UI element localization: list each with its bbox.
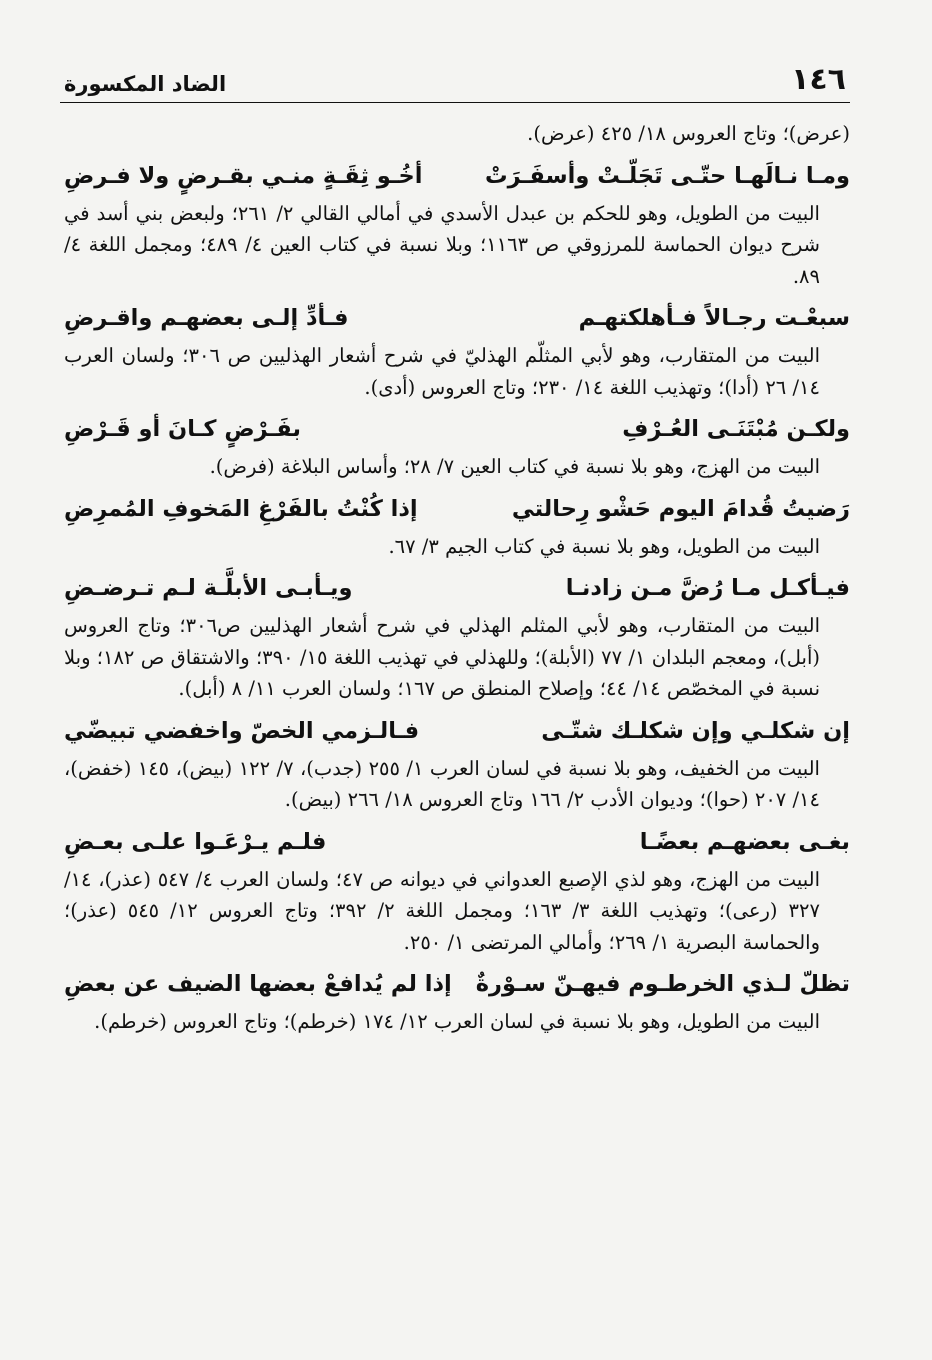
verse (64, 156, 850, 196)
verse-first-hemistich: ومـا نـالَهـا حتّـى تَجَلّـتْ وأسفَـرَتْ (485, 162, 850, 189)
entry (64, 822, 850, 959)
page-header (60, 62, 850, 103)
source-note: البيت من الطويل، وهو للحكم بن عبدل الأسدي في أمالي القالي ٢/ ٢٦١؛ ولبعض بني أسد في شرح ديوان الحماسة للمرزوقي ص ١١٦٣؛ وبلا نسبة في كتاب العين ٤/ ٤٨٩؛ ومجمل اللغة ٤/ ٨٩. (64, 201, 821, 288)
verse-second-hemistich: فـالـزمي الخصّ واخفضي تبيضّي (64, 717, 420, 744)
verse-first-hemistich: فيـأكـل مـا رُضَّ مـن زادنـا (565, 575, 850, 601)
source-note: البيت من المتقارب، وهو لأبي المثلّم الهذليّ في شرح أشعار الهذليين ص ٣٠٦؛ ولسان العرب ١٤/ ٢٦ (أدا)؛ وتهذيب اللغة ١٤/ ٢٣٠؛ وتاج العروس (أدى). (64, 344, 821, 399)
verse-first-hemistich: تظلّ لـذي الخرطـوم فيهـنّ سـوْرةٌ (475, 971, 850, 997)
running-title: الضاد المكسورة (64, 72, 227, 96)
verse-second-hemistich: إذا كُنْتُ بالفَرْغِ المَخوفِ المُمرِضِ (64, 495, 418, 522)
verse (64, 409, 850, 449)
verse-first-hemistich: بغـى بعضهـم بعضًـا (639, 828, 850, 855)
source-note: البيت من الطويل، وهو بلا نسبة في كتاب الجيم ٣/ ٦٧. (388, 534, 820, 558)
entry (64, 711, 850, 816)
entry (64, 298, 850, 403)
intro-line: (عرض)؛ وتاج العروس ١٨/ ٤٢٥ (عرض). (527, 122, 850, 145)
entry (64, 409, 850, 483)
verse-second-hemistich: فـأدِّ إلـى بعضهـم واقـرضِ (64, 305, 349, 331)
verse-first-hemistich: سبعْـت رجـالاً فـأهلكتهـم (578, 305, 850, 331)
verse-second-hemistich: إذا لم يُدافعْ بعضها الضيف عن بعضِ (64, 971, 452, 997)
source-note: البيت من الخفيف، وهو بلا نسبة في لسان العرب ١/ ٢٥٥ (جدب)، ٧/ ١٢٢ (بيض)، ١٤٥ (خفض)، ١٤/ ٢٠٧ (حوا)؛ وديوان الأدب ٢/ ١٦٦ وتاج العروس ١٨/ ٢٦٦ (بيض). (64, 756, 820, 811)
verse-second-hemistich: أخُـو ثِقَـةٍ منـي بقـرضٍ ولا فـرضِ (64, 162, 423, 189)
entry (64, 964, 850, 1038)
entry (64, 568, 850, 705)
verse (64, 489, 850, 529)
entry (64, 156, 850, 293)
page-body (64, 118, 850, 1044)
page-number: ١٤٦ (791, 62, 846, 97)
source-note: البيت من الهزج، وهو لذي الإصبع العدواني في ديوانه ص ٤٧؛ ولسان العرب ٤/ ٥٤٧ (عذر)، ١٤/ ٣٢٧ (رعى)؛ وتهذيب اللغة ٣/ ١٦٣؛ ومجمل اللغة ٢/ ٣٩٢؛ وتاج العروس ١٢/ ٥٤٥ (عذر)؛ والحماسة البصرية ١/ ٢٦٩؛ وأمالي المرتضى ١/ ٢٥٠. (64, 867, 820, 954)
verse-first-hemistich: رَضيتُ قُدامَ اليوم حَشْو رِحالتي (511, 495, 850, 522)
verse-first-hemistich: ولكـن مُبْتَنَـى العُـرْفِ (622, 416, 850, 442)
verse (64, 822, 850, 862)
verse (64, 964, 850, 1004)
verse-second-hemistich: بفَـرْضٍ كـانَ أو قَـرْضِ (64, 416, 301, 442)
verse (64, 298, 850, 338)
source-note: البيت من الطويل، وهو بلا نسبة في لسان العرب ١٢/ ١٧٤ (خرطم)؛ وتاج العروس (خرطم). (94, 1010, 820, 1033)
verse-second-hemistich: فلـم يـرْعَـوا علـى بعـضِ (64, 828, 327, 855)
source-note: البيت من الهزج، وهو بلا نسبة في كتاب العين ٧/ ٢٨؛ وأساس البلاغة (فرض). (209, 455, 820, 478)
verse-second-hemistich: ويـأبـى الأبلَّـة لـم تـرضـضِ (64, 575, 353, 601)
entry (64, 489, 850, 563)
verse-first-hemistich: إن شكلـي وإن شكلـك شتّـى (541, 717, 850, 744)
verse (64, 568, 850, 608)
source-note: البيت من المتقارب، وهو لأبي المثلم الهذلي في شرح أشعار الهذليين ص٣٠٦؛ وتاج العروس (أبل)، ومعجم البلدان ١/ ٧٧ (الأبلة)؛ وللهذلي في تهذيب اللغة ١٥/ ٣٩٠؛ والاشتقاق ص ١٨٢؛ وبلا نسبة في المخصّص ١٤/ ٤٤؛ وإصلاح المنطق ص ١٦٧؛ ولسان العرب ١١/ ٨ (أبل). (64, 614, 821, 700)
verse (64, 711, 850, 751)
